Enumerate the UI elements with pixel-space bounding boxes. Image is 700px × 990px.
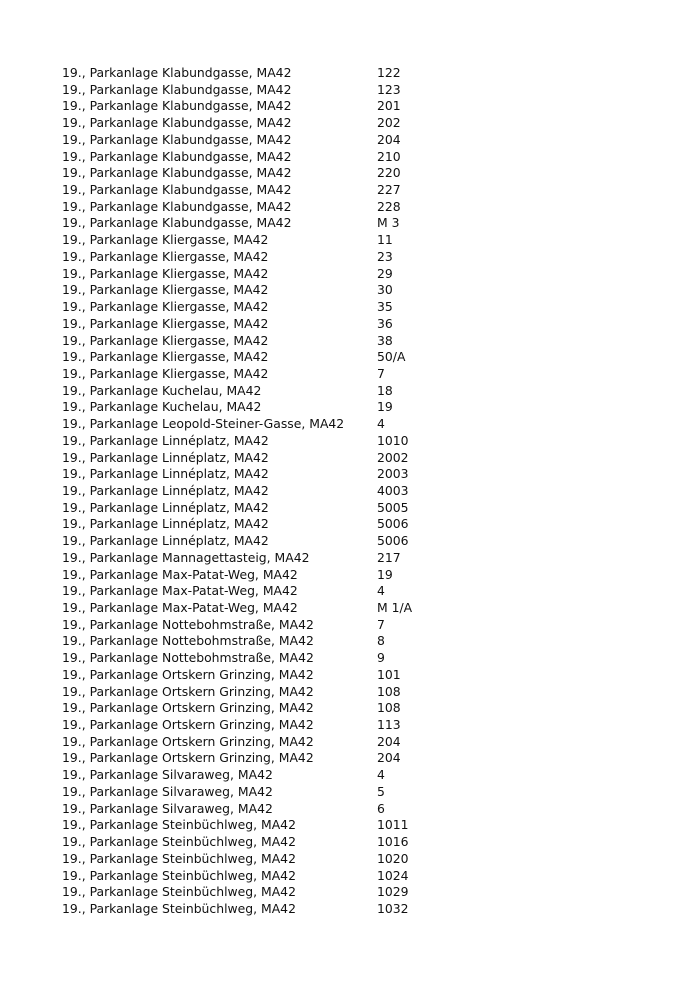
park-number: 217 <box>377 549 401 565</box>
park-number: 204 <box>377 733 401 749</box>
list-item <box>62 215 622 232</box>
park-number: 1032 <box>377 900 409 916</box>
park-name: 19., Parkanlage Max-Patat-Weg, MA42 <box>62 583 298 599</box>
list-item <box>62 266 622 283</box>
list-item <box>62 132 622 149</box>
park-number: 7 <box>377 616 385 632</box>
park-number: 2003 <box>377 466 409 482</box>
park-number: 108 <box>377 683 401 699</box>
list-item <box>62 98 622 115</box>
list-item <box>62 450 622 467</box>
park-number: 4 <box>377 583 385 599</box>
list-item <box>62 717 622 734</box>
list-item <box>62 500 622 517</box>
list-item <box>62 868 622 885</box>
list-item <box>62 617 622 634</box>
park-number: 19 <box>377 566 393 582</box>
park-number: 5005 <box>377 499 409 515</box>
park-number: 38 <box>377 332 393 348</box>
list-item <box>62 433 622 450</box>
list-item <box>62 700 622 717</box>
list-item <box>62 349 622 366</box>
park-name: 19., Parkanlage Steinbüchlweg, MA42 <box>62 834 296 850</box>
park-name: 19., Parkanlage Ortskern Grinzing, MA42 <box>62 733 314 749</box>
park-name: 19., Parkanlage Kuchelau, MA42 <box>62 382 262 398</box>
park-name: 19., Parkanlage Nottebohmstraße, MA42 <box>62 650 314 666</box>
park-number: 50/A <box>377 349 406 365</box>
park-number: 5006 <box>377 533 409 549</box>
park-number: 202 <box>377 115 401 131</box>
list-item <box>62 767 622 784</box>
list-item <box>62 567 622 584</box>
park-name: 19., Parkanlage Klabundgasse, MA42 <box>62 98 292 114</box>
park-name: 19., Parkanlage Steinbüchlweg, MA42 <box>62 817 296 833</box>
park-number: 18 <box>377 382 393 398</box>
list-item <box>62 801 622 818</box>
park-number: 1011 <box>377 817 409 833</box>
park-name: 19., Parkanlage Linnéplatz, MA42 <box>62 482 269 498</box>
park-name: 19., Parkanlage Ortskern Grinzing, MA42 <box>62 666 314 682</box>
park-number: 4 <box>377 767 385 783</box>
park-number: 204 <box>377 750 401 766</box>
park-number: 113 <box>377 717 401 733</box>
list-item <box>62 366 622 383</box>
park-number: 228 <box>377 198 401 214</box>
list-item <box>62 383 622 400</box>
park-number: 8 <box>377 633 385 649</box>
park-number: 30 <box>377 282 393 298</box>
park-name: 19., Parkanlage Klabundgasse, MA42 <box>62 148 292 164</box>
park-number: 1016 <box>377 834 409 850</box>
list-item <box>62 416 622 433</box>
park-name: 19., Parkanlage Linnéplatz, MA42 <box>62 499 269 515</box>
park-number: 108 <box>377 700 401 716</box>
park-name: 19., Parkanlage Ortskern Grinzing, MA42 <box>62 683 314 699</box>
listing <box>62 65 622 918</box>
list-item <box>62 734 622 751</box>
park-name: 19., Parkanlage Max-Patat-Weg, MA42 <box>62 566 298 582</box>
list-item <box>62 165 622 182</box>
list-item <box>62 115 622 132</box>
park-name: 19., Parkanlage Kliergasse, MA42 <box>62 299 269 315</box>
park-name: 19., Parkanlage Mannagettasteig, MA42 <box>62 549 310 565</box>
list-item <box>62 784 622 801</box>
park-number: 201 <box>377 98 401 114</box>
list-item <box>62 667 622 684</box>
park-name: 19., Parkanlage Klabundgasse, MA42 <box>62 131 292 147</box>
park-name: 19., Parkanlage Klabundgasse, MA42 <box>62 81 292 97</box>
list-item <box>62 834 622 851</box>
list-item <box>62 399 622 416</box>
park-number: 36 <box>377 315 393 331</box>
list-item <box>62 316 622 333</box>
park-number: 1029 <box>377 884 409 900</box>
park-number: 1024 <box>377 867 409 883</box>
park-number: 101 <box>377 666 401 682</box>
list-item <box>62 232 622 249</box>
park-name: 19., Parkanlage Nottebohmstraße, MA42 <box>62 616 314 632</box>
list-item <box>62 82 622 99</box>
park-name: 19., Parkanlage Linnéplatz, MA42 <box>62 533 269 549</box>
list-item <box>62 650 622 667</box>
park-name: 19., Parkanlage Klabundgasse, MA42 <box>62 182 292 198</box>
park-name: 19., Parkanlage Steinbüchlweg, MA42 <box>62 884 296 900</box>
list-item <box>62 182 622 199</box>
park-number: 4003 <box>377 482 409 498</box>
park-number: 9 <box>377 650 385 666</box>
list-item <box>62 633 622 650</box>
park-number: 7 <box>377 365 385 381</box>
list-item <box>62 65 622 82</box>
park-number: 4 <box>377 416 385 432</box>
list-item <box>62 282 622 299</box>
park-name: 19., Parkanlage Klabundgasse, MA42 <box>62 165 292 181</box>
park-name: 19., Parkanlage Ortskern Grinzing, MA42 <box>62 700 314 716</box>
park-name: 19., Parkanlage Max-Patat-Weg, MA42 <box>62 600 298 615</box>
park-name: 19., Parkanlage Kliergasse, MA42 <box>62 365 269 381</box>
park-name: 19., Parkanlage Klabundgasse, MA42 <box>62 65 292 80</box>
list-item <box>62 884 622 901</box>
park-name: 19., Parkanlage Steinbüchlweg, MA42 <box>62 900 296 916</box>
list-item <box>62 299 622 316</box>
park-number: 123 <box>377 81 401 97</box>
park-name: 19., Parkanlage Kliergasse, MA42 <box>62 232 269 248</box>
list-item <box>62 600 622 617</box>
list-item <box>62 483 622 500</box>
park-number: 6 <box>377 800 385 816</box>
park-name: 19., Parkanlage Kliergasse, MA42 <box>62 282 269 298</box>
park-number: 227 <box>377 182 401 198</box>
park-name: 19., Parkanlage Silvaraweg, MA42 <box>62 783 273 799</box>
park-name: 19., Parkanlage Ortskern Grinzing, MA42 <box>62 717 314 733</box>
park-number: 29 <box>377 265 393 281</box>
park-number: 1020 <box>377 850 409 866</box>
park-number: M 3 <box>377 215 400 231</box>
park-name: 19., Parkanlage Kliergasse, MA42 <box>62 332 269 348</box>
park-name: 19., Parkanlage Klabundgasse, MA42 <box>62 215 292 231</box>
park-number: 220 <box>377 165 401 181</box>
park-number: 23 <box>377 248 393 264</box>
list-item <box>62 249 622 266</box>
list-item <box>62 533 622 550</box>
park-number: 19 <box>377 399 393 415</box>
list-item <box>62 466 622 483</box>
park-name: 19., Parkanlage Kliergasse, MA42 <box>62 349 269 365</box>
list-item <box>62 684 622 701</box>
park-number: M 1/A <box>377 600 413 615</box>
park-number: 204 <box>377 131 401 147</box>
park-name: 19., Parkanlage Kliergasse, MA42 <box>62 315 269 331</box>
park-name: 19., Parkanlage Nottebohmstraße, MA42 <box>62 633 314 649</box>
park-number: 5 <box>377 783 385 799</box>
park-name: 19., Parkanlage Klabundgasse, MA42 <box>62 115 292 131</box>
park-name: 19., Parkanlage Klabundgasse, MA42 <box>62 198 292 214</box>
list-item <box>62 516 622 533</box>
park-name: 19., Parkanlage Steinbüchlweg, MA42 <box>62 867 296 883</box>
list-item <box>62 550 622 567</box>
park-name: 19., Parkanlage Silvaraweg, MA42 <box>62 767 273 783</box>
park-name: 19., Parkanlage Linnéplatz, MA42 <box>62 516 269 532</box>
park-number: 122 <box>377 65 401 80</box>
list-item <box>62 750 622 767</box>
list-item <box>62 817 622 834</box>
list-item <box>62 199 622 216</box>
list-item <box>62 901 622 918</box>
park-name: 19., Parkanlage Silvaraweg, MA42 <box>62 800 273 816</box>
park-name: 19., Parkanlage Leopold-Steiner-Gasse, MA42 <box>62 416 345 432</box>
list-item <box>62 149 622 166</box>
park-name: 19., Parkanlage Ortskern Grinzing, MA42 <box>62 750 314 766</box>
park-name: 19., Parkanlage Kliergasse, MA42 <box>62 265 269 281</box>
park-number: 210 <box>377 148 401 164</box>
park-name: 19., Parkanlage Steinbüchlweg, MA42 <box>62 850 296 866</box>
park-number: 35 <box>377 299 393 315</box>
park-number: 2002 <box>377 449 409 465</box>
park-number: 1010 <box>377 432 409 448</box>
park-name: 19., Parkanlage Kliergasse, MA42 <box>62 248 269 264</box>
list-item <box>62 583 622 600</box>
park-number: 5006 <box>377 516 409 532</box>
park-name: 19., Parkanlage Linnéplatz, MA42 <box>62 466 269 482</box>
park-name: 19., Parkanlage Linnéplatz, MA42 <box>62 432 269 448</box>
list-item <box>62 333 622 350</box>
list-item <box>62 851 622 868</box>
park-name: 19., Parkanlage Kuchelau, MA42 <box>62 399 262 415</box>
park-number: 11 <box>377 232 393 248</box>
park-name: 19., Parkanlage Linnéplatz, MA42 <box>62 449 269 465</box>
